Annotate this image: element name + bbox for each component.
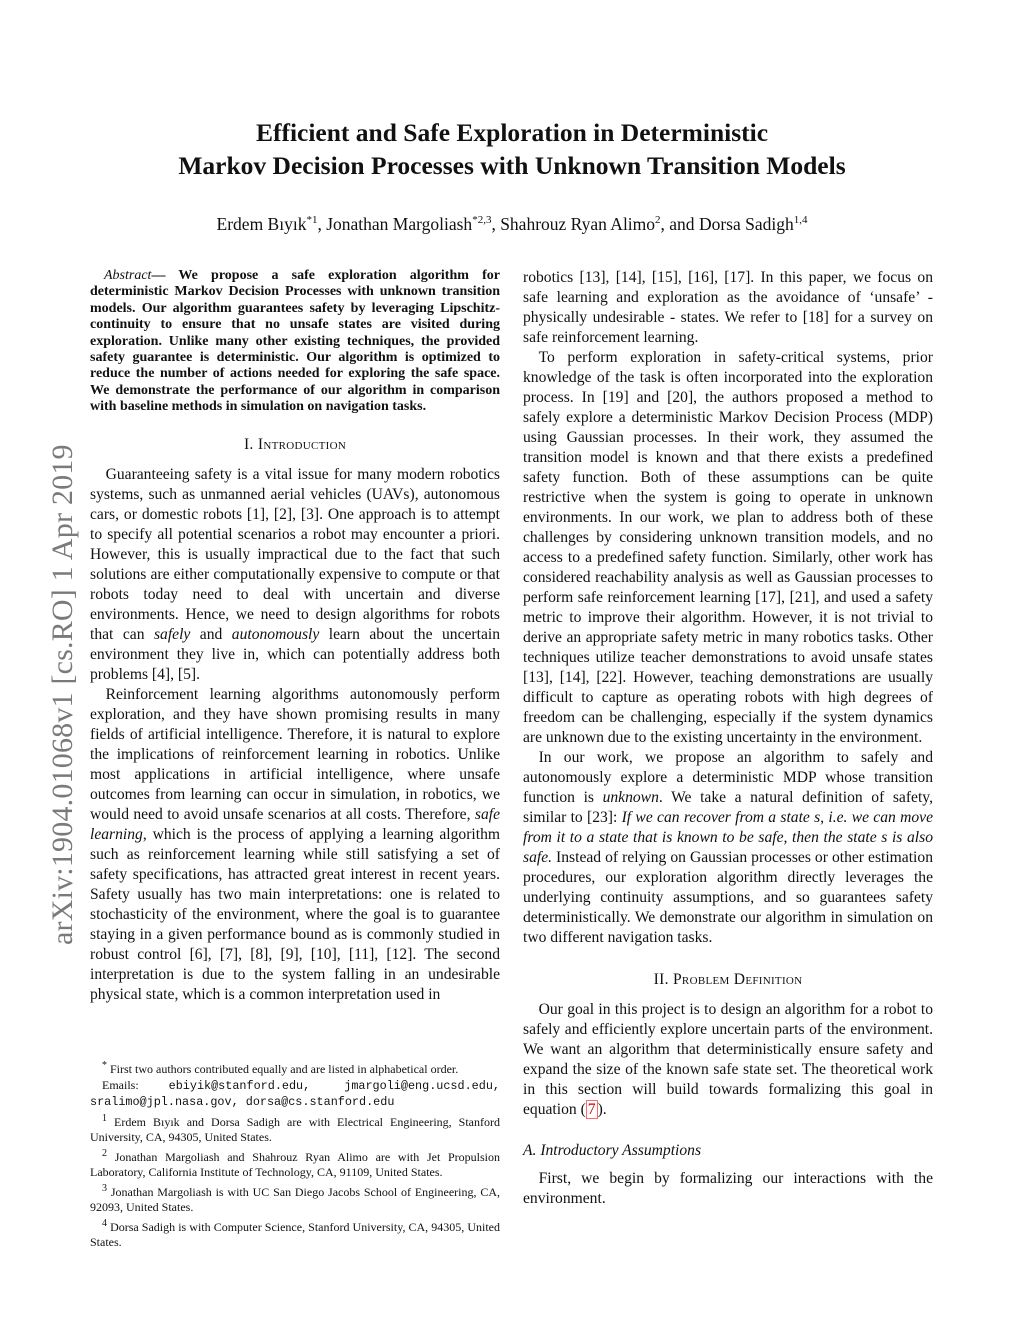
footnote-2: $^2$ Jonathan Margoliash and Shahrouz Ryan Alimo are with Jet Propulsion Laboratory, California Institute of Technology, CA, 91109, United States.: [90, 1147, 501, 1179]
paragraph-text: Guaranteeing safety is a vital issue for many modern robotics systems, such as unmanned aerial vehicles (UAVs), autonomous cars, or domestic robots [1], [2], [3]. One approach is to attempt to specify all potential scenarios a robot may encounter a priori. However, this is usually impractical due to the fact that such solutions are either computationally expensive to compute or that robots today need to deal with uncertain and diverse environments. Hence, we need to design algorithms for robots that can: [90, 465, 500, 643]
author-marks: 2: [655, 214, 661, 226]
email-addresses: ebiyik@stanford.edu, jmargoli@eng.ucsd.edu, sralimo@jpl.nasa.gov, dorsa@cs.stanford.edu: [90, 1078, 500, 1109]
abstract-text: — We propose a safe exploration algorithm for deterministic Markov Decision Processes with unknown transition models. Our algorithm guarantees safety by leveraging Lipschitz-continuity to ensure that no unsafe states are visited during exploration. Unlike many other existing techniques, the provided safety guarantee is deterministic. Our algorithm is optimized to reduce the number of actions needed for exploring the safe space. We demonstrate the performance of our algorithm in comparison with baseline methods in simulation on navigation tasks.: [90, 268, 500, 415]
author-marks: *1: [306, 214, 318, 226]
emails-label: Emails:: [102, 1077, 139, 1092]
author-list: Erdem Bıyık$^{*1}$, Jonathan Margoliash$^{*2,3}$, Shahrouz Ryan Alimo$^2$, and Dorsa Sadigh$^{1,4}$: [216, 213, 808, 234]
author-marks: *2,3: [472, 214, 492, 226]
footnote-emails: [90, 1078, 500, 1111]
paragraph-text: learn about the uncertain environment they live in, which can potentially address both problems [4], [5].: [90, 625, 501, 683]
footnote-text: Jonathan Margoliash and Shahrouz Ryan Alimo are with Jet Propulsion Laboratory, California Institute of Technology, CA, 91109, United States.: [90, 1149, 501, 1179]
emphasis: safely: [153, 625, 191, 643]
emphasis: unknown: [602, 789, 659, 806]
footnotes: [90, 1058, 500, 1251]
right-paragraph-2: To perform exploration in safety-critical systems, prior knowledge of the task is often incorporated into the exploration process. In [19] and [20], the authors proposed a method to safely explore a deterministic Markov Decision Process (MDP) using Gaussian processes. In their work, they assumed the transition model is known and that there exists a predefined safety function. Both of these assumptions can be quite restrictive when the system is going to operate in unknown environments. In our work, we plan to address both of these challenges by considering unknown transition models, and no access to a predefined safety function. Similarly, other work has considered reachability analysis as well as Gaussian processes to perform safe reinforcement learning [17], [21], and used a safety metric to improve their algorithm. However, it is not trivial to derive an appropriate safety metric in many robotics tasks. Other techniques utilize teacher demonstrations to avoid unsafe states [13], [14], [22]. However, teaching demonstrations are usually difficult to capture as operating robots with high degrees of freedom can be challenging, especially if the system dynamics are unknown due to the existing uncertainty in the environment.: [523, 349, 933, 746]
paragraph-text: ).: [597, 1101, 607, 1118]
emphasis: autonomously: [231, 625, 320, 643]
footnote-text: Erdem Bıyık and Dorsa Sadigh are with Electrical Engineering, Stanford University, CA, 94305, United States.: [90, 1114, 500, 1144]
footnote-4: $^4$ Dorsa Sadigh is with Computer Science, Stanford University, CA, 94305, United States.: [90, 1217, 500, 1249]
abstract-label: Abstract: [104, 268, 152, 283]
paragraph-text: and: [190, 625, 232, 643]
paragraph-text: Instead of relying on Gaussian processes or other estimation procedures, our exploration algorithm directly leverages the underlying continuity assumptions, and so guarantees safety deterministically. We demonstrate our algorithm in simulation on two different navigation tasks.: [523, 849, 933, 946]
footnote-text: Dorsa Sadigh is with Computer Science, Stanford University, CA, 94305, United States.: [90, 1219, 500, 1249]
paper-title: [0, 116, 1024, 182]
paragraph-text: Our goal in this project is to design an algorithm for a robot to safely and efficiently explore uncertain parts of the environment. We want an algorithm that deterministically ensure safety and expand the size of the known safe state set. The theoretical work in this section will build towards formalizing this goal in equation (: [523, 1001, 933, 1118]
author-name: Jonathan Margoliash: [326, 213, 473, 234]
intro-paragraph-2: [90, 685, 500, 1005]
section-heading-problem-definition: II. Problem Definition: [653, 971, 803, 988]
section-heading-introduction: I. Introduction: [243, 435, 347, 453]
title-line-1: Efficient and Safe Exploration in Deterministic: [255, 118, 769, 147]
footnote-text: First two authors contributed equally and are listed in alphabetical order.: [110, 1062, 459, 1076]
footnote-3: $^3$ Jonathan Margoliash is with UC San Diego Jacobs School of Engineering, CA, 92093, United States.: [90, 1182, 500, 1214]
footnote-text: Jonathan Margoliash is with UC San Diego Jacobs School of Engineering, CA, 92093, United States.: [90, 1184, 500, 1214]
footnote-1: $^1$ Erdem Bıyık and Dorsa Sadigh are with Electrical Engineering, Stanford University, CA, 94305, United States.: [90, 1112, 500, 1144]
right-paragraph-4: [523, 1000, 933, 1120]
arxiv-stamp: arXiv:1904.01068v1 [cs.RO] 1 Apr 2019: [46, 444, 79, 945]
author-marks: 1,4: [793, 214, 808, 226]
emphasis: safe learning: [90, 805, 500, 843]
right-paragraph-5: First, we begin by formalizing our interactions with the environment.: [523, 1170, 933, 1207]
equation-reference-link[interactable]: 7: [587, 1101, 596, 1118]
author-name: Shahrouz Ryan Alimo: [500, 213, 656, 234]
left-column: [90, 268, 500, 1005]
abstract: [90, 268, 500, 416]
paragraph-text: Reinforcement learning algorithms autonomously perform exploration, and they have shown promising results in many fields of artificial intelligence. Therefore, it is natural to explore the implications of reinforcement learning in robotics. Unlike most applications in artificial intelligence, where unsafe outcomes from learning can occur in simulation, in robotics, we would need to avoid unsafe scenarios at all costs. Therefore,: [90, 685, 500, 823]
author-name: Erdem Bıyık: [216, 213, 307, 234]
paragraph-text: . We take a natural definition of safety, similar to [23]:: [523, 789, 933, 826]
paragraph-text: , which is the process of applying a learning algorithm such as reinforcement learning while still satisfying a set of safety specifications, has attracted great interest in recent years. Safety usually has two main interpretations: one is related to stochasticity of the environment, where the goal is to guarantee staying in a given performance bound as is commonly studied in robust control [6], [7], [8], [9], [10], [11], [12]. The second interpretation is due to the system falling in an undesirable physical state, which is a common interpretation used in: [90, 825, 500, 1003]
subsection-heading: A. Introductory Assumptions: [523, 1142, 702, 1159]
footnote-star: * First two authors contributed equally and are listed in alphabetical order.: [102, 1060, 459, 1076]
right-paragraph-3: [523, 748, 933, 948]
right-column: [523, 268, 933, 1209]
paragraph-text: In our work, we propose an algorithm to safely and autonomously explore a deterministic MDP whose transition function is: [523, 749, 933, 806]
emphasis: If we can recover from a state s, i.e. we can move from it to a state that is known to be safe, then the state s is also safe.: [523, 809, 934, 866]
intro-paragraph-1: [90, 465, 500, 685]
author-name: Dorsa Sadigh: [698, 213, 794, 234]
right-paragraph-1: robotics [13], [14], [15], [16], [17]. In this paper, we focus on safe learning and exploration as the avoidance of ‘unsafe’ - physically undesirable - states. We refer to [18] for a survey on safe reinforcement learning.: [523, 269, 933, 346]
title-line-2: Markov Decision Processes with Unknown Transition Models: [178, 151, 846, 180]
author-and: and: [669, 213, 695, 234]
